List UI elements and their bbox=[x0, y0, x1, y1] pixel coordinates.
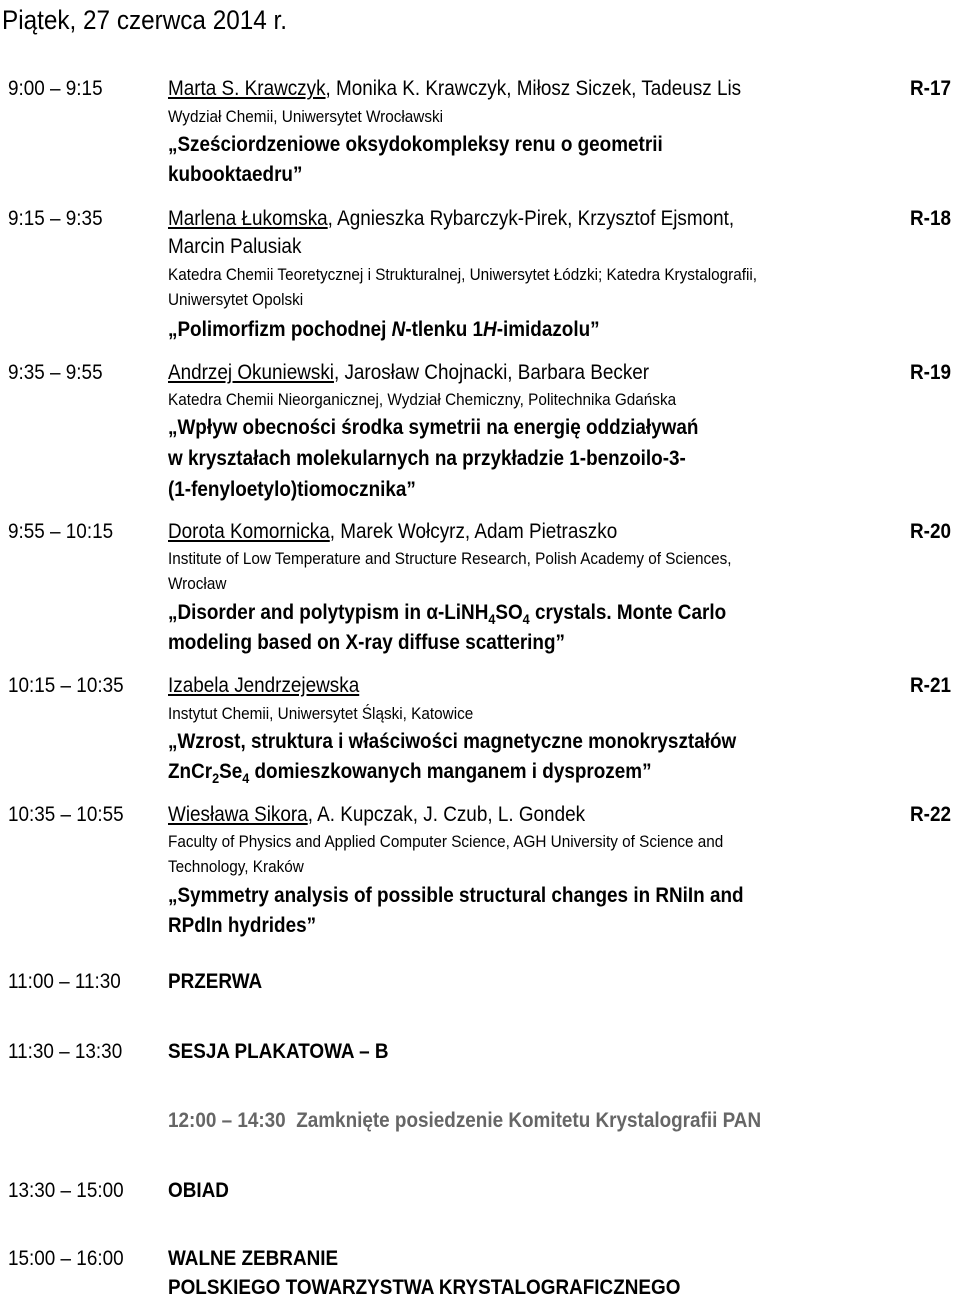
time-slot: 10:15 – 10:35 bbox=[8, 674, 124, 697]
presenting-author: Andrzej Okuniewski bbox=[168, 361, 334, 384]
title-subscript: 4 bbox=[488, 611, 496, 628]
presenting-author: Marlena Łukomska bbox=[168, 207, 328, 230]
affiliation: Katedra Chemii Nieorganicznej, Wydział Chemiczny, Politechnika Gdańska bbox=[168, 390, 677, 409]
title-text: ZnCr bbox=[168, 760, 213, 783]
co-authors: , Agnieszka Rybarczyk-Pirek, Krzysztof Ejsmont, bbox=[327, 207, 735, 230]
talk-title: „Sześciordzeniowe oksydokompleksy renu o geometrii bbox=[168, 133, 663, 156]
title-text: -tlenku 1 bbox=[405, 318, 484, 341]
lunch-label: OBIAD bbox=[168, 1179, 229, 1202]
affiliation: Katedra Chemii Teoretycznej i Strukturalnej, Uniwersytet Łódzki; Katedra Krystalografii, bbox=[168, 265, 758, 284]
session-code: R-18 bbox=[910, 207, 952, 230]
affiliation: Wrocław bbox=[168, 574, 227, 593]
authors-line bbox=[168, 75, 741, 103]
talk-title: RPdIn hydrides” bbox=[168, 914, 317, 937]
session-code: R-22 bbox=[910, 803, 952, 826]
title-text: domieszkowanych manganem i dysprozem” bbox=[249, 760, 652, 783]
presenting-author: Marta S. Krawczyk bbox=[168, 77, 326, 100]
authors-line bbox=[168, 205, 734, 233]
authors-line: Marcin Palusiak bbox=[168, 235, 302, 258]
affiliation: Faculty of Physics and Applied Computer Science, AGH University of Science and bbox=[168, 832, 724, 851]
talk-title: kubooktaedru” bbox=[168, 163, 303, 186]
title-italic: H bbox=[483, 318, 497, 341]
page-title: Piątek, 27 czerwca 2014 r. bbox=[2, 5, 288, 35]
time-slot: 9:15 – 9:35 bbox=[8, 207, 103, 230]
time-slot: 15:00 – 16:00 bbox=[8, 1247, 124, 1270]
title-subscript: 4 bbox=[242, 770, 250, 787]
co-authors: , Marek Wołcyrz, Adam Pietraszko bbox=[329, 520, 618, 543]
talk-title: modeling based on X-ray diffuse scattering” bbox=[168, 631, 565, 654]
title-subscript: 4 bbox=[522, 611, 530, 628]
affiliation: Uniwersytet Opolski bbox=[168, 290, 304, 309]
affiliation: Technology, Kraków bbox=[168, 857, 304, 876]
authors-line bbox=[168, 672, 359, 700]
time-slot: 9:35 – 9:55 bbox=[8, 361, 103, 384]
authors-line bbox=[168, 359, 649, 387]
title-italic: N bbox=[391, 318, 406, 341]
co-authors: , Monika K. Krawczyk, Miłosz Siczek, Tadeusz Lis bbox=[325, 77, 742, 100]
authors-line bbox=[168, 801, 585, 829]
time-slot: 9:55 – 10:15 bbox=[8, 520, 114, 543]
co-authors: , Jarosław Chojnacki, Barbara Becker bbox=[333, 361, 650, 384]
time-slot: 11:30 – 13:30 bbox=[8, 1040, 123, 1063]
time-slot: 13:30 – 15:00 bbox=[8, 1179, 124, 1202]
session-code: R-17 bbox=[910, 77, 952, 100]
talk-title bbox=[168, 758, 652, 792]
title-text: SO bbox=[495, 601, 523, 624]
presenting-author: Izabela Jendrzejewska bbox=[168, 674, 360, 697]
general-assembly-label: POLSKIEGO TOWARZYSTWA KRYSTALOGRAFICZNEGO bbox=[168, 1276, 681, 1299]
co-authors: , A. Kupczak, J. Czub, L. Gondek bbox=[307, 803, 586, 826]
talk-title: (1-fenyloetylo)tiomocznika” bbox=[168, 478, 416, 501]
talk-title: „Symmetry analysis of possible structural changes in RNiIn and bbox=[168, 884, 744, 907]
title-text: Se bbox=[219, 760, 243, 783]
poster-session-label: SESJA PLAKATOWA – B bbox=[168, 1040, 389, 1063]
session-code: R-21 bbox=[910, 674, 952, 697]
session-code: R-19 bbox=[910, 361, 952, 384]
affiliation: Wydział Chemii, Uniwersytet Wrocławski bbox=[168, 107, 444, 126]
talk-title: „Wzrost, struktura i właściwości magnetyczne monokryształów bbox=[168, 730, 737, 753]
title-text: „Polimorfizm pochodnej bbox=[168, 318, 392, 341]
time-slot: 11:00 – 11:30 bbox=[8, 970, 121, 993]
presenting-author: Wiesława Sikora bbox=[168, 803, 308, 826]
title-text: crystals. Monte Carlo bbox=[529, 601, 727, 624]
session-code: R-20 bbox=[910, 520, 952, 543]
title-subscript: 2 bbox=[212, 770, 220, 787]
talk-title: w kryształach molekularnych na przykładzie 1-benzoilo-3- bbox=[168, 447, 686, 470]
affiliation: Institute of Low Temperature and Structure Research, Polish Academy of Sciences, bbox=[168, 549, 732, 568]
talk-title: „Wpływ obecności środka symetrii na energię oddziaływań bbox=[168, 416, 699, 439]
time-slot: 10:35 – 10:55 bbox=[8, 803, 124, 826]
talk-title bbox=[168, 316, 600, 344]
title-text: -imidazolu” bbox=[496, 318, 600, 341]
presenting-author: Dorota Komornicka bbox=[168, 520, 330, 543]
affiliation: Instytut Chemii, Uniwersytet Śląski, Katowice bbox=[168, 704, 474, 723]
authors-line bbox=[168, 518, 617, 546]
time-slot: 9:00 – 9:15 bbox=[8, 77, 103, 100]
committee-meeting: 12:00 – 14:30 Zamknięte posiedzenie Komitetu Krystalografii PAN bbox=[168, 1109, 762, 1132]
general-assembly-label: WALNE ZEBRANIE bbox=[168, 1247, 339, 1270]
break-label: PRZERWA bbox=[168, 970, 263, 993]
title-text: „Disorder and polytypism in α-LiNH bbox=[168, 601, 489, 624]
